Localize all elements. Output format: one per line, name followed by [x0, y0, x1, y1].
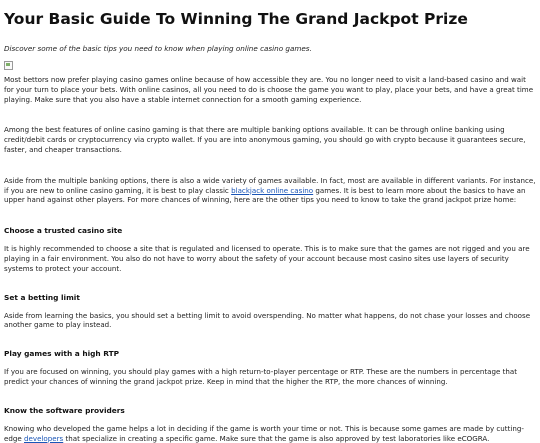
- section-heading-software-providers: Know the software providers: [4, 405, 125, 415]
- section-heading-high-rtp: Play games with a high RTP: [4, 349, 120, 359]
- software-providers-text-1: Knowing who developed the game helps a lot in deciding if the game is worth your time or not. This is because some games are made by cutting-edge: [4, 423, 524, 443]
- software-providers-text-2: that specialize in creating a specific game. Make sure that the game is also approved by test laboratories like eCOGRA.: [63, 433, 490, 443]
- section-heading-betting-limit: Set a betting limit: [4, 292, 80, 302]
- section-body-software-providers: [4, 424, 536, 443]
- section-body-betting-limit: Aside from learning the basics, you should set a betting limit to avoid overspending. No matter what happens, do not chase your losses and choose another game to play instead.: [4, 310, 531, 330]
- section-heading-trusted-site: Choose a trusted casino site: [4, 226, 123, 236]
- section-body-high-rtp: If you are focused on winning, you should play games with a high return-to-player percentage or RTP. These are the numbers in percentage that predict your chances of winning the grand jackpot prize. Keep in mind that the higher the RTP, the more chances of winning.: [4, 367, 517, 386]
- article-subtitle: Discover some of the basic tips you need to know when playing online casino games.: [4, 44, 312, 53]
- broken-image-icon: [4, 61, 13, 70]
- games-paragraph-text-1: Aside from the multiple banking options, there is also a wide variety of games available. In fact, most are available in different variants. For instance, if you are new to online casino gaming, it is best to play classic: [4, 175, 536, 195]
- intro-paragraph: Most bettors now prefer playing casino games online because of how accessible they are. You no longer need to visit a land-based casino and wait for your turn to place your bets. With online casinos, all you need to do is choose the game you want to play, place your bets, and have a great time playing. Make sure that you also have a stable internet connection for a smooth gaming experience.: [4, 75, 534, 104]
- banking-paragraph: Among the best features of online casino gaming is that there are multiple banking options available. It can be through online banking using credit/debit cards or cryptocurrency via crypto wallet. If you are into anonymous gaming, you should go with crypto because it guarantees secure, faster, and cheaper transactions.: [4, 125, 526, 154]
- section-body-trusted-site: It is highly recommended to choose a site that is regulated and licensed to operate. This is to make sure that the games are not rigged and you are playing in a fair environment. You also do not have to worry about the safety of your account because most casino sites use layers of security systems to protect your account.: [4, 244, 530, 273]
- games-paragraph: [4, 176, 536, 205]
- page-title: Your Basic Guide To Winning The Grand Jackpot Prize: [4, 10, 468, 28]
- games-paragraph-text-2: games. It is best to learn more about the basics to have an upper hand against other players. For more chances of winning, here are the other tips you need to know to take the grand jackpot prize home:: [4, 185, 526, 205]
- developers-link[interactable]: developers: [24, 433, 64, 443]
- blackjack-online-casino-link[interactable]: blackjack online casino: [231, 185, 314, 195]
